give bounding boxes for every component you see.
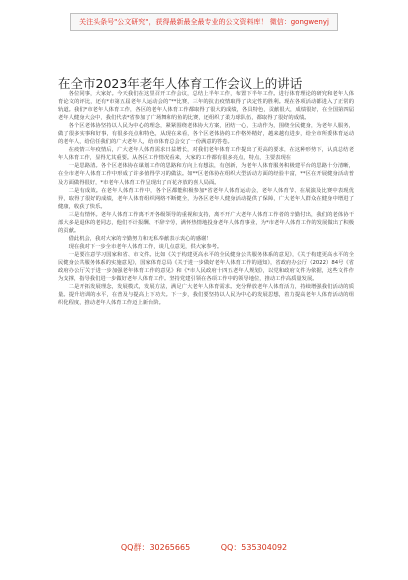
- paragraph: 各位同事，大家好。今天我们在这里召开工作会议，总结上半年工作，布置下半年工作。进行体育理论的研究和老年人体育论文的评比，还有*市第五届老年人运动会的“**比赛，三年的抗击疫情取得了决定性的胜利。现在各项活动都进入了正常的轨道。我们*市老年人体育工作，各区的老年人体育工作都取得了很大的成绩，各具特色，贡献很大，成绩很好，在全国第四届老年人健身大会中，我们代表*省参加了广场舞和钓鱼的比赛，还组织了柔力球队伍，都取得了很好的成绩。: [58, 91, 354, 122]
- paragraph: 二是开拓发展理念，发展模式，发展方法，满足广大老年人体育需求。充分释放老年人体育活力，持续增强我们活动的质量。提升培训的水平，在普及与提高上下功夫。下一步，我们要坚持以人民为中心的发展思想，着力提高老年人体育活动的组织化程度，推动老年人体育工作迈上新台阶。: [58, 284, 354, 307]
- qq-group-text: QQ群：30265665: [120, 543, 191, 552]
- paragraph: 二是有成效。在老年人体育工作中，各个区都能积极参加*省老年人体育运动会，老年人体育节、在展演及比赛中表现优异，取得了很好的成绩，老年人体育组织网络不断健全，为各区老年人健身活动提供了保障，广大老年人群众在健身中增进了健康，收获了快乐。: [58, 187, 354, 210]
- qq-number-text: QQ：535304092: [220, 543, 288, 552]
- contact-footer: [0, 542, 408, 553]
- document-body: [58, 90, 354, 307]
- paragraph: 各个区老体协坚持以人民为中心的理念，紧紧围绕老体协大方案，团结一心，主动作为，围绕全民健身，为老年人服务，做了很多实事和好事，有很多亮点和特色，从现在来看，各个区老体协的工作格外精好，越来越有进步，给全市所委体育运动的老年人，给信任我们的广大老年人，给市体育总会交了一份满意的答卷。: [58, 123, 354, 146]
- paragraph: 一是思路清。各个区老体协在谋划工作的思路和方向上有想法，有创新，为老年人体育服务积极建平台的思路十分清晰，在全市老年人体育工作中形成了许多值得学习的做法。如**区老体协在组织大型活动方面的经验丰富，**区在开展健身活动普及方面做得很好，*市老年人体育工作呈现出了百花齐放的喜人局面。: [58, 163, 354, 186]
- paragraph: 在疫情三年疫情后，广大老年人体育需求日益增长，对我们老年体育工作提出了更高的要求，在这种形势下，认真总结老年人体育工作，显得尤其重要。从各区工作情况看来，大家的工作都有很多亮点，特点，主要表现在: [58, 147, 354, 162]
- paragraph: 一是要注意学习国家和省、市文件。比如《关于构建更高水平的全民健身公共服务体系的意见》，《关于构建更高水平的全民健身公共服务体系的实施意见》，国家体育总局《关于进一步做好老年人体育工作的通知》，省政府办公厅（2022）84号《省政府办公厅关于进一步加强老年体育工作的意见》和《*市人民政府十四五老年人规划》，以党和政府文件为依据，这些文件作为支撑，指导我们进一步做好老年人体育工作。坚持党建引领在各项工作中的领导地位，推动工作高质量发展。: [58, 251, 354, 283]
- paragraph: 三是有情怀。老年人体育工作离不开各级领导的重视和支持，离不开广大老年人体育工作者的辛勤付出，我们的老体协干部大多是退休的老同志，他们不计报酬、不辞辛劳，满怀热情地投身老年人体育事业，为*市老年人体育工作的发展做出了积极的贡献。: [58, 211, 354, 234]
- paragraph: 借此机会，我对大家的辛勤努力和无私奉献表示衷心的感谢！: [68, 235, 212, 242]
- promo-banner: 关注头条号"公文研究"，获得最新最全最专业的公文资料库！ 微信：gongwenyj: [70, 13, 338, 31]
- document-title: 在全市2023年老年人体育工作会议上的讲话: [58, 76, 303, 92]
- paragraph: 现在我对下一步全市老年人体育工作，谈几点意见，供大家参考。: [68, 243, 223, 250]
